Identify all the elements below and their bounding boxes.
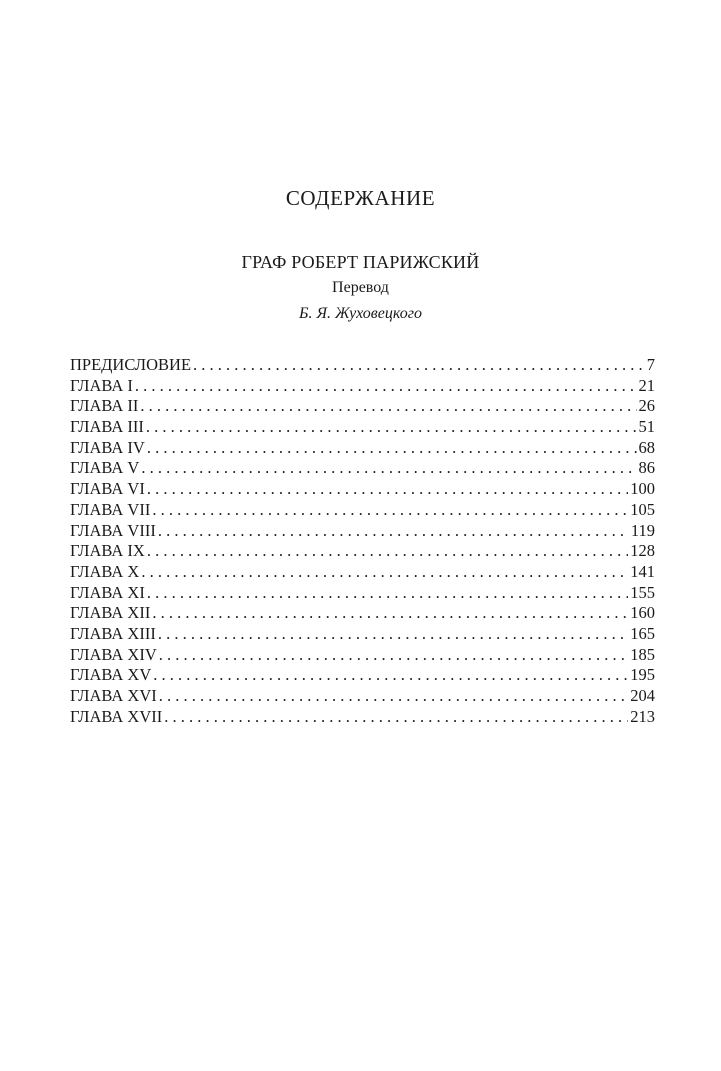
toc-dot-leader xyxy=(152,603,628,624)
toc-entry-page: 213 xyxy=(630,706,655,726)
toc-entry-title: ГЛАВА IV xyxy=(70,437,145,457)
translator-name: Б. Я. Жуховецкого xyxy=(299,305,422,322)
toc-entry[interactable] xyxy=(70,355,655,376)
toc-entry-title: ГЛАВА I xyxy=(70,375,133,395)
toc-entry[interactable] xyxy=(70,500,655,521)
toc-entry-title: ГЛАВА III xyxy=(70,417,144,437)
toc-entry-title: ГЛАВА XV xyxy=(70,665,152,685)
toc-dot-leader xyxy=(164,707,628,728)
toc-entry-title: ГЛАВА VIII xyxy=(70,520,156,540)
toc-entry[interactable] xyxy=(70,396,655,417)
toc-entry-page: 165 xyxy=(630,623,655,643)
toc-entry-title: ГЛАВА IX xyxy=(70,541,145,561)
toc-entry[interactable] xyxy=(70,686,655,707)
toc-dot-leader xyxy=(147,479,628,500)
toc-entry-page: 100 xyxy=(630,479,655,499)
toc-entry[interactable] xyxy=(70,479,655,500)
toc-entry-page: 119 xyxy=(630,520,655,540)
toc-entry[interactable] xyxy=(70,521,655,542)
toc-entry-page: 7 xyxy=(646,355,655,374)
toc-entry-page: 128 xyxy=(630,541,655,561)
toc-dot-leader xyxy=(135,376,637,397)
toc-entry[interactable] xyxy=(70,438,655,459)
toc-dot-leader xyxy=(146,417,637,438)
toc-dot-leader xyxy=(158,521,629,542)
toc-entry-title: ПРЕДИСЛОВИЕ xyxy=(70,355,192,374)
toc-entry[interactable] xyxy=(70,417,655,438)
toc-entry-title: ГЛАВА X xyxy=(70,561,140,581)
toc-entry-title: ГЛАВА V xyxy=(70,458,140,478)
toc-entry-page: 204 xyxy=(630,686,655,705)
toc-entry-page: 21 xyxy=(638,375,655,395)
toc-entry-page: 68 xyxy=(638,437,655,457)
toc-entry-page: 155 xyxy=(630,582,655,602)
toc-dot-leader xyxy=(141,458,636,479)
toc-dot-leader xyxy=(147,583,628,604)
toc-entry-page: 105 xyxy=(630,499,655,519)
toc-entry[interactable] xyxy=(70,376,655,397)
toc-entry[interactable] xyxy=(70,624,655,645)
toc-entry[interactable] xyxy=(70,458,655,479)
toc-entry[interactable] xyxy=(70,645,655,666)
toc-dot-leader xyxy=(159,645,629,666)
toc-entry-title: ГЛАВА XII xyxy=(70,603,151,623)
toc-entry-page: 185 xyxy=(630,644,655,664)
toc-entry-title: ГЛАВА XVI xyxy=(70,686,157,705)
toc-entry-page: 26 xyxy=(638,396,655,416)
toc-entry[interactable] xyxy=(70,707,655,728)
toc-entry-page: 86 xyxy=(638,458,655,478)
toc-entry[interactable] xyxy=(70,665,655,686)
toc-dot-leader xyxy=(158,624,628,645)
toc-entry[interactable] xyxy=(70,562,655,583)
toc-entry-title: ГЛАВА XIII xyxy=(70,623,156,643)
toc-entry-title: ГЛАВА VI xyxy=(70,479,145,499)
toc-dot-leader xyxy=(147,438,637,459)
toc-dot-leader xyxy=(140,396,636,417)
toc-entry-page: 51 xyxy=(638,417,655,437)
toc-entry-title: ГЛАВА XVII xyxy=(70,706,163,726)
toc-entry-title: ГЛАВА XI xyxy=(70,582,145,602)
toc-entry-title: ГЛАВА II xyxy=(70,396,139,416)
toc-entry-title: ГЛАВА VII xyxy=(70,499,151,519)
page-heading: СОДЕРЖАНИЕ xyxy=(285,186,436,210)
toc-dot-leader xyxy=(159,686,629,707)
toc-entry-page: 160 xyxy=(630,603,655,623)
toc-entry-title: ГЛАВА XIV xyxy=(70,644,157,664)
toc-entry-page: 195 xyxy=(630,665,655,685)
toc-entry[interactable] xyxy=(70,541,655,562)
toc-dot-leader xyxy=(193,355,645,376)
toc-entry[interactable] xyxy=(70,583,655,604)
toc-dot-leader xyxy=(152,500,628,521)
work-title: ГРАФ РОБЕРТ ПАРИЖСКИЙ xyxy=(241,252,480,272)
toc-entry[interactable] xyxy=(70,603,655,624)
table-of-contents xyxy=(70,355,655,727)
toc-dot-leader xyxy=(141,562,628,583)
toc-dot-leader xyxy=(153,665,628,686)
toc-entry-page: 141 xyxy=(630,561,655,581)
toc-dot-leader xyxy=(147,541,628,562)
translation-label: Перевод xyxy=(332,279,389,296)
